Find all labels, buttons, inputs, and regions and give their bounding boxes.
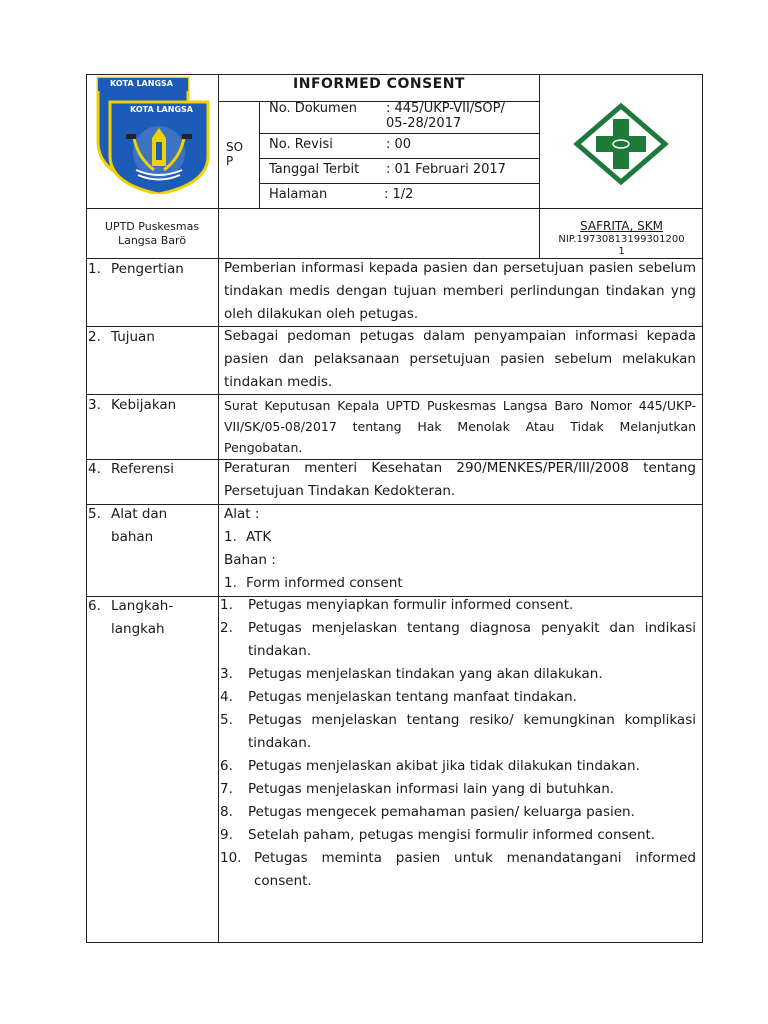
- step-number: 8.: [220, 804, 233, 820]
- divider: [259, 158, 540, 159]
- step-text: Petugas mengecek pemahaman pasien/ keluarga pasien.: [248, 804, 635, 820]
- section-text: Sebagai pedoman petugas dalam penyampaian informasi kepada pasien dan pelaksanaan persetujuan pasien sebelum melakukan tindakan medis.: [224, 328, 696, 390]
- steps-list: [220, 594, 696, 893]
- divider: [259, 133, 540, 134]
- bahan-item: Form informed consent: [246, 575, 403, 591]
- divider: [218, 74, 219, 943]
- section-label: Tujuan: [111, 329, 155, 345]
- step-item: [220, 755, 696, 778]
- step-item: [220, 824, 696, 847]
- signer-nip: NIP.19730813199301200 1: [558, 234, 685, 257]
- step-text: Petugas menjelaskan tindakan yang akan dilakukan.: [248, 666, 603, 682]
- section-label: Kebijakan: [111, 397, 177, 413]
- page-title: INFORMED CONSENT: [293, 76, 465, 92]
- step-number: 9.: [220, 827, 233, 843]
- step-number: 6.: [220, 758, 233, 774]
- section-number: 4.: [88, 461, 101, 477]
- revision-label: No. Revisi: [269, 137, 333, 152]
- step-item: [220, 594, 696, 617]
- step-item: [220, 663, 696, 686]
- section-label: Alat dan bahan: [111, 506, 168, 545]
- divider: [86, 504, 703, 505]
- alat-label: Alat :: [224, 506, 260, 522]
- issue-date-value: : 01 Februari 2017: [386, 162, 506, 177]
- step-number: 1.: [220, 597, 233, 613]
- step-number: 5.: [220, 712, 233, 728]
- puskesmas-cross-logo: [571, 102, 671, 186]
- step-text: Petugas menjelaskan tentang manfaat tindakan.: [248, 689, 577, 705]
- section-number: 6.: [88, 598, 101, 614]
- step-text: Setelah paham, petugas mengisi formulir informed consent.: [248, 827, 656, 843]
- section-label: Langkah- langkah: [111, 598, 174, 637]
- step-item: [220, 617, 696, 663]
- step-number: 10.: [220, 850, 242, 866]
- revision-value: : 00: [386, 137, 412, 152]
- page-value: : 1/2: [384, 187, 414, 202]
- step-item: [220, 778, 696, 801]
- divider: [86, 208, 703, 209]
- section-text: Pemberian informasi kepada pasien dan persetujuan pasien sebelum tindakan medis dengan tujuan memberi perlindungan tindakan yng oleh dilakukan oleh petugas.: [224, 260, 696, 322]
- alat-item-number: 1.: [224, 529, 237, 545]
- step-item: [220, 686, 696, 709]
- alat-item: ATK: [246, 529, 272, 545]
- step-item: [220, 801, 696, 824]
- step-number: 4.: [220, 689, 233, 705]
- doc-number-label: No. Dokumen: [269, 101, 357, 116]
- section-number: 3.: [88, 397, 101, 413]
- logo-text-top: KOTA LANGSA: [110, 79, 173, 88]
- divider: [259, 183, 540, 184]
- bahan-item-number: 1.: [224, 575, 237, 591]
- sop-label: SO P: [226, 140, 244, 168]
- section-number: 1.: [88, 261, 101, 277]
- step-text: Petugas menjelaskan tentang resiko/ kemungkinan komplikasi tindakan.: [248, 712, 696, 751]
- step-item: [220, 847, 696, 893]
- kota-langsa-logo: [96, 76, 211, 194]
- section-text: Peraturan menteri Kesehatan 290/MENKES/PER/III/2008 tentang Persetujuan Tindakan Kedokteran.: [224, 460, 696, 499]
- section-number: 2.: [88, 329, 101, 345]
- step-text: Petugas menjelaskan informasi lain yang di butuhkan.: [248, 781, 615, 797]
- section-text: Surat Keputusan Kepala UPTD Puskesmas Langsa Baro Nomor 445/UKP-VII/SK/05-08/2017 tentang Hak Menolak Atau Tidak Melanjutkan Pengobatan.: [224, 398, 696, 455]
- issue-date-label: Tanggal Terbit: [269, 162, 360, 177]
- step-text: Petugas meminta pasien untuk menandatangani informed consent.: [254, 850, 696, 889]
- logo-text-inner: KOTA LANGSA: [130, 105, 193, 114]
- section-label: Pengertian: [111, 261, 184, 277]
- org-name-line1: UPTD Puskesmas: [104, 220, 200, 233]
- signer-name: SAFRITA, SKM: [580, 219, 663, 233]
- step-item: [220, 709, 696, 755]
- step-number: 7.: [220, 781, 233, 797]
- step-text: Petugas menjelaskan akibat jika tidak dilakukan tindakan.: [248, 758, 640, 774]
- section-number: 5.: [88, 506, 101, 522]
- page-label: Halaman: [269, 187, 328, 202]
- divider: [259, 101, 260, 209]
- doc-number-value: : 445/UKP-VII/SOP/ 05-28/2017: [386, 101, 505, 131]
- bahan-label: Bahan :: [224, 552, 276, 568]
- org-name-line2: Langsa Barö: [117, 234, 187, 247]
- step-number: 3.: [220, 666, 233, 682]
- sop-document: [86, 74, 703, 943]
- step-number: 2.: [220, 620, 233, 636]
- step-text: Petugas menjelaskan tentang diagnosa penyakit dan indikasi tindakan.: [248, 620, 696, 659]
- section-label: Referensi: [111, 461, 175, 477]
- step-text: Petugas menyiapkan formulir informed consent.: [248, 597, 574, 613]
